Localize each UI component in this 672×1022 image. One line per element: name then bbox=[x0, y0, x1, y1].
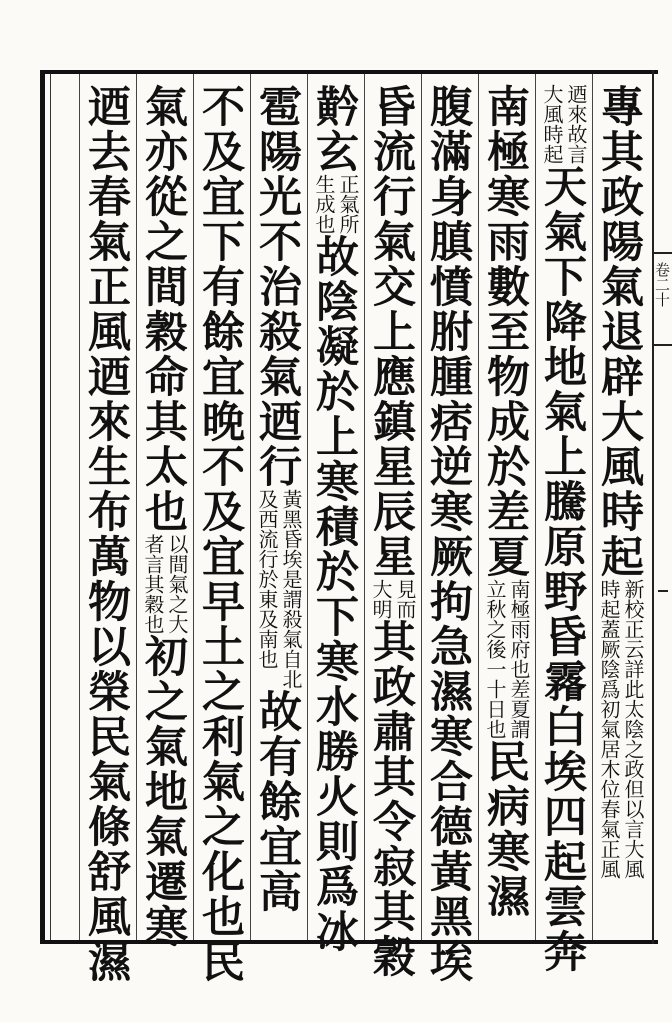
column-rule bbox=[535, 74, 536, 940]
main-text: 專其政陽氣退辟大風時起 bbox=[594, 84, 644, 579]
main-text: 故陰凝於上寒積於下寒水勝火則爲冰 bbox=[309, 234, 359, 954]
annotation-note bbox=[597, 579, 645, 879]
column-rule bbox=[193, 74, 194, 940]
annotation-line: 迺來故言 bbox=[564, 84, 588, 164]
frame-left-border bbox=[40, 70, 45, 944]
annotation-line: 及西流行於東及南也 bbox=[255, 489, 279, 669]
text-column bbox=[308, 84, 360, 954]
column-rule bbox=[307, 74, 308, 940]
annotation-line: 見而 bbox=[393, 579, 417, 619]
main-text: 迺去春氣正風迺來生布萬物以榮民氣條舒風濕 bbox=[81, 84, 131, 984]
annotation-line: 者言其穀也 bbox=[141, 534, 165, 634]
frame-top-border bbox=[40, 70, 658, 74]
main-text: 初之氣地氣遷寒 bbox=[138, 634, 188, 949]
frame-right-border bbox=[652, 70, 654, 944]
text-column bbox=[194, 84, 246, 984]
main-text: 昏流行氣交上應鎮星辰星 bbox=[366, 84, 416, 579]
annotation-note bbox=[312, 174, 360, 234]
annotation-note bbox=[255, 489, 303, 689]
main-text: 雹陽光不治殺氣迺行 bbox=[252, 84, 302, 489]
annotation-note bbox=[540, 84, 588, 164]
main-text: 黅玄 bbox=[309, 84, 359, 174]
annotation-note bbox=[141, 534, 189, 634]
text-column bbox=[137, 84, 189, 949]
annotation-note bbox=[369, 579, 417, 619]
column-rule bbox=[136, 74, 137, 940]
annotation-line: 大明 bbox=[369, 579, 393, 619]
main-text: 不及宜下有餘宜晚不及宜早土之利氣之化也民 bbox=[195, 84, 245, 984]
frame-left-inner-rule bbox=[50, 74, 51, 940]
fold-label: 卷二十 bbox=[653, 262, 671, 307]
text-column bbox=[365, 84, 417, 979]
fold-edge-mark bbox=[658, 590, 668, 592]
main-text: 南極寒雨數至物成於差夏 bbox=[480, 84, 530, 579]
text-column bbox=[422, 84, 474, 984]
main-text: 民病寒濕 bbox=[480, 739, 530, 919]
main-text: 其政肅其令寂其穀 bbox=[366, 619, 416, 979]
annotation-line: 新校正云詳此太陰之政但以言大風 bbox=[621, 579, 645, 879]
column-rule bbox=[364, 74, 365, 940]
annotation-line: 以間氣之大 bbox=[165, 534, 189, 634]
column-rule bbox=[478, 74, 479, 940]
main-text: 故有餘宜高 bbox=[252, 689, 302, 914]
text-column bbox=[536, 84, 588, 974]
main-text: 氣亦從之間穀命其太也 bbox=[138, 84, 188, 534]
column-rule bbox=[79, 74, 80, 940]
column-rule bbox=[592, 74, 593, 940]
column-rule bbox=[421, 74, 422, 940]
text-column bbox=[479, 84, 531, 919]
annotation-line: 時起蓋厥陰爲初氣居木位春氣正風 bbox=[597, 579, 621, 879]
annotation-line: 正氣所 bbox=[336, 174, 360, 234]
annotation-line: 生成也 bbox=[312, 174, 336, 234]
annotation-note bbox=[483, 579, 531, 739]
annotation-line: 立秋之後一十日也 bbox=[483, 579, 507, 739]
annotation-line: 南極雨府也差夏謂 bbox=[507, 579, 531, 739]
annotation-line: 大風時起 bbox=[540, 84, 564, 164]
main-text: 天氣下降地氣上騰原野昏霿白埃四起雲奔 bbox=[537, 164, 587, 974]
text-column bbox=[251, 84, 303, 914]
annotation-line: 黃黑昏埃是謂殺氣自北 bbox=[279, 489, 303, 689]
text-column bbox=[593, 84, 645, 879]
main-text: 腹滿身䐜憤胕腫痞逆寒厥拘急濕寒合德黃黑埃 bbox=[423, 84, 473, 984]
column-rule bbox=[250, 74, 251, 940]
text-column bbox=[80, 84, 132, 984]
